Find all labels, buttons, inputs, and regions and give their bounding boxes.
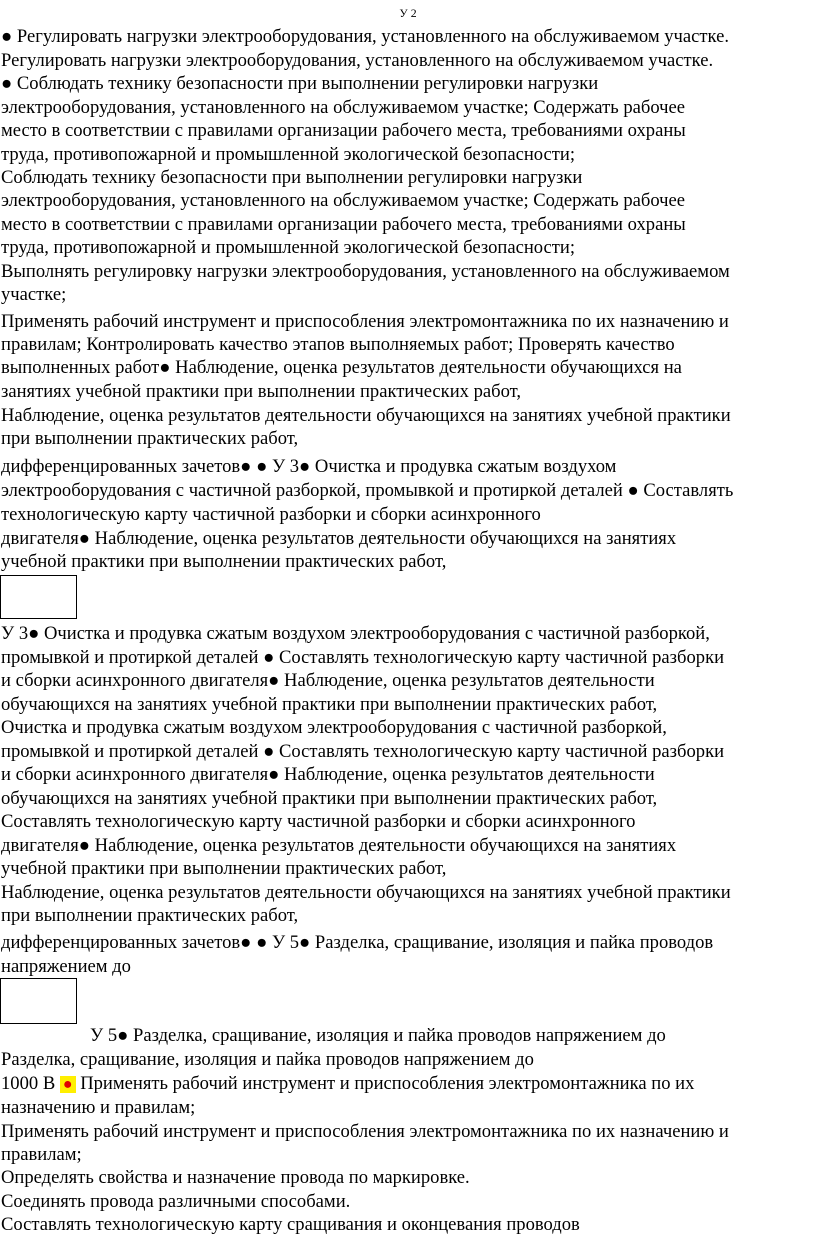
text-line: двигателя● Наблюдение, оценка результатов деятельности обучающихся на занятиях [1, 835, 677, 856]
text-line: Наблюдение, оценка результатов деятельности обучающихся на занятиях учебной практики [1, 882, 731, 903]
highlight-line-text: Применять рабочий инструмент и приспособления электромонтажника по их [75, 1073, 695, 1094]
text-line: при выполнении практических работ, [1, 905, 299, 926]
text-line: электрооборудования, установленного на обслуживаемом участке; Содержать рабочее [1, 97, 686, 118]
text-line: Разделка, сращивание, изоляция и пайка проводов напряжением до [1, 1049, 534, 1070]
text-line: Определять свойства и назначение провода по маркировке. [1, 1167, 470, 1188]
text-line: труда, противопожарной и промышленной экологической безопасности; [1, 237, 576, 258]
text-line: обучающихся на занятиях учебной практики при выполнении практических работ, [1, 694, 658, 715]
text-line: технологическую карту частичной разборки и сборки асинхронного [1, 504, 541, 525]
text-line: участке; [1, 284, 67, 305]
text-line: и сборки асинхронного двигателя● Наблюдение, оценка результатов деятельности [1, 764, 655, 785]
text-line: промывкой и протиркой деталей ● Составлять технологическую карту частичной разборки [1, 647, 725, 668]
text-line: дифференцированных зачетов● ● У 5● Разделка, сращивание, изоляция и пайка проводов [1, 932, 714, 953]
text-line: промывкой и протиркой деталей ● Составлять технологическую карту частичной разборки [1, 741, 725, 762]
text-line: учебной практики при выполнении практических работ, [1, 551, 447, 572]
text-line: место в соответствии с правилами организации рабочего места, требованиями охраны [1, 214, 686, 235]
text-line: Очистка и продувка сжатым воздухом электрооборудования с частичной разборкой, [1, 717, 667, 738]
text-line: обучающихся на занятиях учебной практики при выполнении практических работ, [1, 788, 658, 809]
text-line: при выполнении практических работ, [1, 428, 299, 449]
text-line: труда, противопожарной и промышленной экологической безопасности; [1, 144, 576, 165]
text-line: Применять рабочий инструмент и приспособления электромонтажника по их назначению и [1, 1121, 729, 1142]
text-line: напряжением до [1, 956, 131, 977]
text-line: учебной практики при выполнении практических работ, [1, 858, 447, 879]
text-line: электрооборудования, установленного на обслуживаемом участке; Содержать рабочее [1, 190, 686, 211]
text-line: Составлять технологическую карту частичной разборки и сборки асинхронного [1, 811, 636, 832]
text-line: правилам; [1, 1144, 82, 1165]
text-line: У 5● Разделка, сращивание, изоляция и пайка проводов напряжением до [90, 1025, 666, 1046]
voltage-label: 1000 В [1, 1073, 60, 1094]
text-line: Наблюдение, оценка результатов деятельности обучающихся на занятиях учебной практики [1, 405, 731, 426]
text-line: назначению и правилам; [1, 1097, 196, 1118]
text-line: дифференцированных зачетов● ● У 3● Очистка и продувка сжатым воздухом [1, 456, 617, 477]
text-line: У 3● Очистка и продувка сжатым воздухом электрооборудования с частичной разборкой, [1, 623, 710, 644]
text-line: Регулировать нагрузки электрооборудования, установленного на обслуживаемом участке. [1, 50, 714, 71]
text-line: Выполнять регулировку нагрузки электрооборудования, установленного на обслуживаемом [1, 261, 730, 282]
text-line: и сборки асинхронного двигателя● Наблюдение, оценка результатов деятельности [1, 670, 655, 691]
text-line: Соединять провода различными способами. [1, 1191, 351, 1212]
text-line: электрооборудования с частичной разборкой, промывкой и протиркой деталей ● Составлять [1, 480, 734, 501]
text-line: Применять рабочий инструмент и приспособления электромонтажника по их назначению и [1, 311, 729, 332]
highlight-text-line [1, 1072, 694, 1096]
text-line: ● Регулировать нагрузки электрооборудования, установленного на обслуживаемом участке. [1, 26, 729, 47]
text-line: выполненных работ● Наблюдение, оценка результатов деятельности обучающихся на [1, 357, 682, 378]
text-line: занятиях учебной практики при выполнении практических работ, [1, 381, 522, 402]
text-line: Составлять технологическую карту сращивания и оконцевания проводов [1, 1214, 580, 1235]
highlighted-bullet-icon: ● [60, 1076, 76, 1093]
text-line: ● Соблюдать технику безопасности при выполнении регулировки нагрузки [1, 73, 599, 94]
text-line: правилам; Контролировать качество этапов выполняемых работ; Проверять качество [1, 334, 675, 355]
text-line: место в соответствии с правилами организации рабочего места, требованиями охраны [1, 120, 686, 141]
empty-table-cell [0, 575, 77, 619]
section-heading: У 2 [399, 6, 417, 20]
text-line: двигателя● Наблюдение, оценка результатов деятельности обучающихся на занятиях [1, 528, 677, 549]
empty-table-cell [0, 978, 77, 1024]
text-line: Соблюдать технику безопасности при выполнении регулировки нагрузки [1, 167, 583, 188]
